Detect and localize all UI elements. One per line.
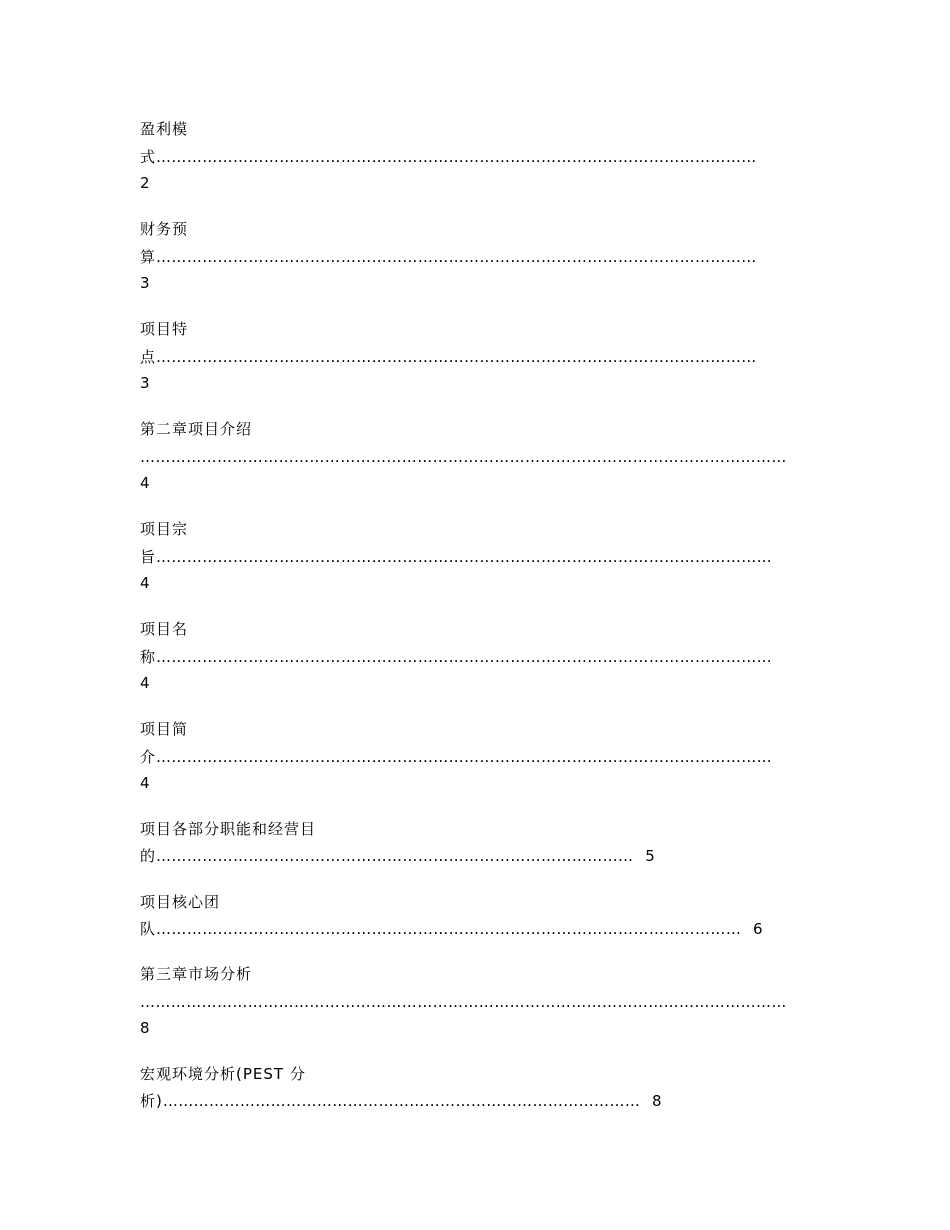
toc-entry-title-cont: 式 (140, 148, 157, 166)
toc-entry-title-cont: 的 (140, 847, 157, 865)
toc-page-number[interactable]: 4 (140, 774, 151, 792)
toc-page-number: 6 (753, 920, 764, 938)
toc-entry-title[interactable]: 项目宗 (140, 520, 189, 538)
toc-leader-dots: ……………………………………………………………………………………………………………… (140, 448, 787, 466)
toc-leader-dots: ………………………………………………………………………………………………………… (156, 548, 773, 566)
toc-entry-leader[interactable] (140, 992, 787, 1012)
toc-page-number: 8 (652, 1092, 663, 1110)
toc-entry-title-cont: 介 (140, 748, 157, 766)
toc-entry-title[interactable]: 项目各部分职能和经营目 (140, 820, 317, 838)
toc-page-number[interactable]: 4 (140, 574, 151, 592)
toc-entry-title-cont: 称 (140, 648, 157, 666)
toc-entry-title-cont: 析) (140, 1092, 163, 1110)
toc-entry-leader[interactable] (140, 647, 772, 667)
toc-entry-title[interactable]: 项目名 (140, 620, 189, 638)
toc-entry-leader[interactable] (140, 919, 764, 939)
toc-entry-leader[interactable] (140, 447, 787, 467)
toc-chapter-title[interactable]: 第三章市场分析 (140, 965, 253, 983)
toc-leader-dots: ………………………………………………………………………………………………………… (156, 748, 773, 766)
toc-leader-dots: ………………………………………………………………………………… (162, 1092, 641, 1110)
toc-leader-dots: ………………………………………………………………………………………………………… (156, 648, 773, 666)
toc-page-number[interactable]: 8 (140, 1019, 151, 1037)
toc-page-number[interactable]: 3 (140, 374, 151, 392)
toc-page-number[interactable]: 2 (140, 174, 151, 192)
toc-entry-title[interactable]: 盈利模 (140, 120, 189, 138)
toc-page-number[interactable]: 3 (140, 274, 151, 292)
toc-entry-leader[interactable] (140, 747, 772, 767)
toc-leader-dots: ……………………………………………………………………………………………………… (156, 148, 757, 166)
toc-page-number[interactable]: 4 (140, 474, 151, 492)
toc-entry-title[interactable]: 项目简 (140, 720, 189, 738)
toc-leader-dots: ……………………………………………………………………………………………………… (156, 248, 757, 266)
toc-entry-title-cont: 旨 (140, 548, 157, 566)
toc-entry-leader[interactable] (140, 247, 757, 267)
toc-entry-leader[interactable] (140, 846, 656, 866)
toc-entry-title[interactable]: 财务预 (140, 220, 189, 238)
toc-entry-title[interactable]: 项目核心团 (140, 893, 221, 911)
toc-chapter-title[interactable]: 第二章项目介绍 (140, 420, 253, 438)
toc-page-number[interactable]: 4 (140, 674, 151, 692)
toc-leader-dots: ………………………………………………………………………………… (156, 847, 634, 865)
toc-entry-leader[interactable] (140, 147, 757, 167)
toc-entry-leader[interactable] (140, 547, 772, 567)
toc-entry-leader[interactable] (140, 1091, 663, 1111)
toc-entry-leader[interactable] (140, 347, 757, 367)
toc-entry-title-cont: 点 (140, 348, 157, 366)
toc-entry-title-cont: 算 (140, 248, 157, 266)
toc-leader-dots: ……………………………………………………………………………………………………… (156, 348, 757, 366)
toc-entry-title[interactable]: 项目特 (140, 320, 189, 338)
toc-entry-title[interactable]: 宏观环境分析(PEST 分 (140, 1065, 306, 1083)
toc-page-number: 5 (645, 847, 656, 865)
toc-leader-dots: …………………………………………………………………………………………………… (156, 920, 742, 938)
toc-leader-dots: ……………………………………………………………………………………………………………… (140, 993, 787, 1011)
toc-entry-title-cont: 队 (140, 920, 157, 938)
